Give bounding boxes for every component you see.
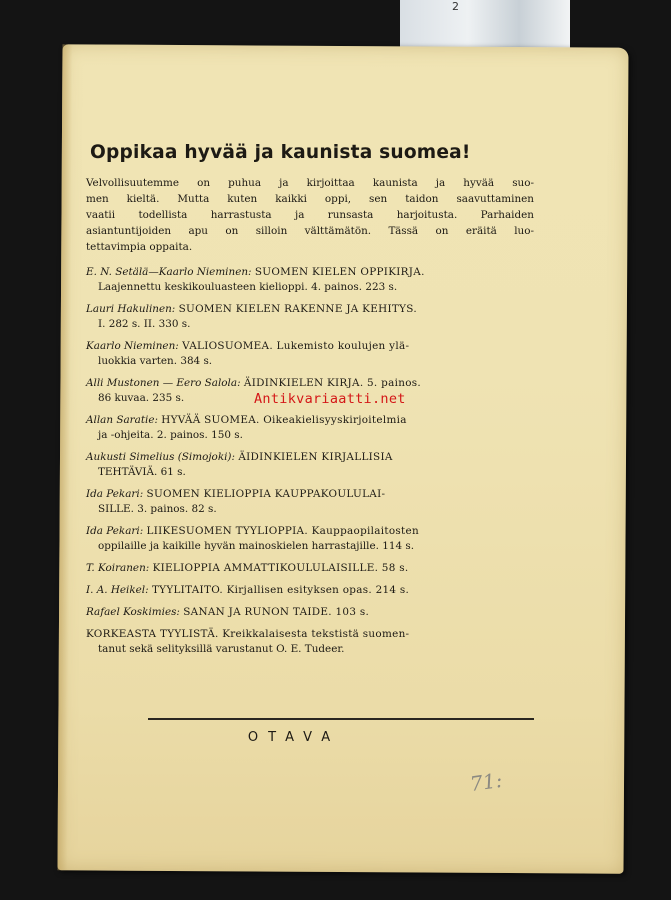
book-entry (86, 605, 534, 620)
book-title: HYVÄÄ SUOMEA. Oikeakielisyyskirjoitelmia (161, 414, 407, 426)
watermark-link: Antikvariaatti.net (254, 391, 406, 407)
book-entry (86, 413, 534, 443)
divider-rule (148, 718, 534, 720)
book-author: Aukusti Simelius (Simojoki): (86, 451, 235, 463)
book-details: Laajennettu keskikouluasteen kielioppi. 4. painos. 223 s. (98, 281, 398, 293)
book-title: ÄIDINKIELEN KIRJALLISIA (238, 451, 393, 463)
book-entry (86, 265, 534, 295)
book-title: SUOMEN KIELEN OPPIKIRJA. (254, 266, 425, 278)
intro-line: vaatii todellista harrastusta ja runsasta harjoitusta. Parhaiden (86, 209, 534, 221)
corner-label: 2 (452, 0, 459, 13)
book-details: 86 kuvaa. 235 s. (98, 392, 185, 404)
book-author: E. N. Setälä—Kaarlo Nieminen: (86, 266, 252, 278)
book-author: Allan Saratie: (86, 414, 158, 426)
book-author: T. Koiranen: (86, 562, 150, 574)
book-author: Rafael Koskimies: (86, 606, 180, 618)
book-entry (86, 339, 534, 369)
book-title: KORKEASTA TYYLISTÄ. Kreikkalaisesta tekstistä suomen- (86, 628, 410, 640)
intro-line: Velvollisuutemme on puhua ja kirjoittaa kaunista ja hyvää suo- (86, 177, 534, 189)
book-details: ja -ohjeita. 2. painos. 150 s. (98, 429, 243, 441)
book-title: SUOMEN KIELEN RAKENNE JA KEHITYS. (178, 303, 417, 315)
book-author: Lauri Hakulinen: (86, 303, 176, 315)
book-entry (86, 524, 534, 554)
book-details: TEHTÄVIÄ. 61 s. (98, 466, 186, 478)
intro-line: asiantuntijoiden apu on silloin välttämätön. Tässä on eräitä luo- (86, 225, 534, 237)
book-list (86, 265, 534, 657)
spine-edge (57, 44, 72, 870)
book-title: LIIKESUOMEN TYYLIOPPIA. Kauppaopilaitosten (146, 525, 419, 537)
book-title: KIELIOPPIA AMMATTIKOULULAISILLE. 58 s. (152, 562, 409, 574)
intro-line: men kieltä. Mutta kuten kaikki oppi, sen taidon saavuttaminen (86, 193, 534, 205)
book-author: I. A. Heikel: (86, 584, 149, 596)
book-entry (86, 487, 534, 517)
book-title: TYYLITAITO. Kirjallisen esityksen opas. 214 s. (151, 584, 410, 596)
publisher-name: OTAVA (247, 730, 341, 745)
book-author: Kaarlo Nieminen: (86, 340, 179, 352)
book-entry (86, 561, 534, 576)
page-title: Oppikaa hyvää ja kaunista suomea! (90, 142, 471, 163)
book-details: luokkia varten. 384 s. (98, 355, 213, 367)
book-details: SILLE. 3. painos. 82 s. (98, 503, 217, 515)
intro-line: tettavimpia oppaita. (86, 241, 193, 253)
book-author: Ida Pekari: (86, 488, 144, 500)
book-author: Alli Mustonen — Eero Salola: (86, 377, 241, 389)
book-details: I. 282 s. II. 330 s. (98, 318, 191, 330)
book-entry (86, 450, 534, 480)
book-entry (86, 583, 534, 598)
book-entry (86, 302, 534, 332)
book-details: oppilaille ja kaikille hyvän mainoskielen harrastajille. 114 s. (98, 540, 415, 552)
book-title: ÄIDINKIELEN KIRJA. 5. painos. (243, 377, 421, 389)
book-details: tanut sekä selityksillä varustanut O. E. Tudeer. (98, 643, 345, 655)
book-author: Ida Pekari: (86, 525, 144, 537)
book-title: SUOMEN KIELIOPPIA KAUPPAKOULULAI- (146, 488, 386, 500)
book-entry (86, 627, 534, 657)
intro-paragraph (86, 175, 534, 255)
book-title: VALIOSUOMEA. Lukemisto koulujen ylä- (182, 340, 410, 352)
pencil-price-note: 71: (468, 767, 504, 797)
book-title: SANAN JA RUNON TAIDE. 103 s. (183, 606, 370, 618)
